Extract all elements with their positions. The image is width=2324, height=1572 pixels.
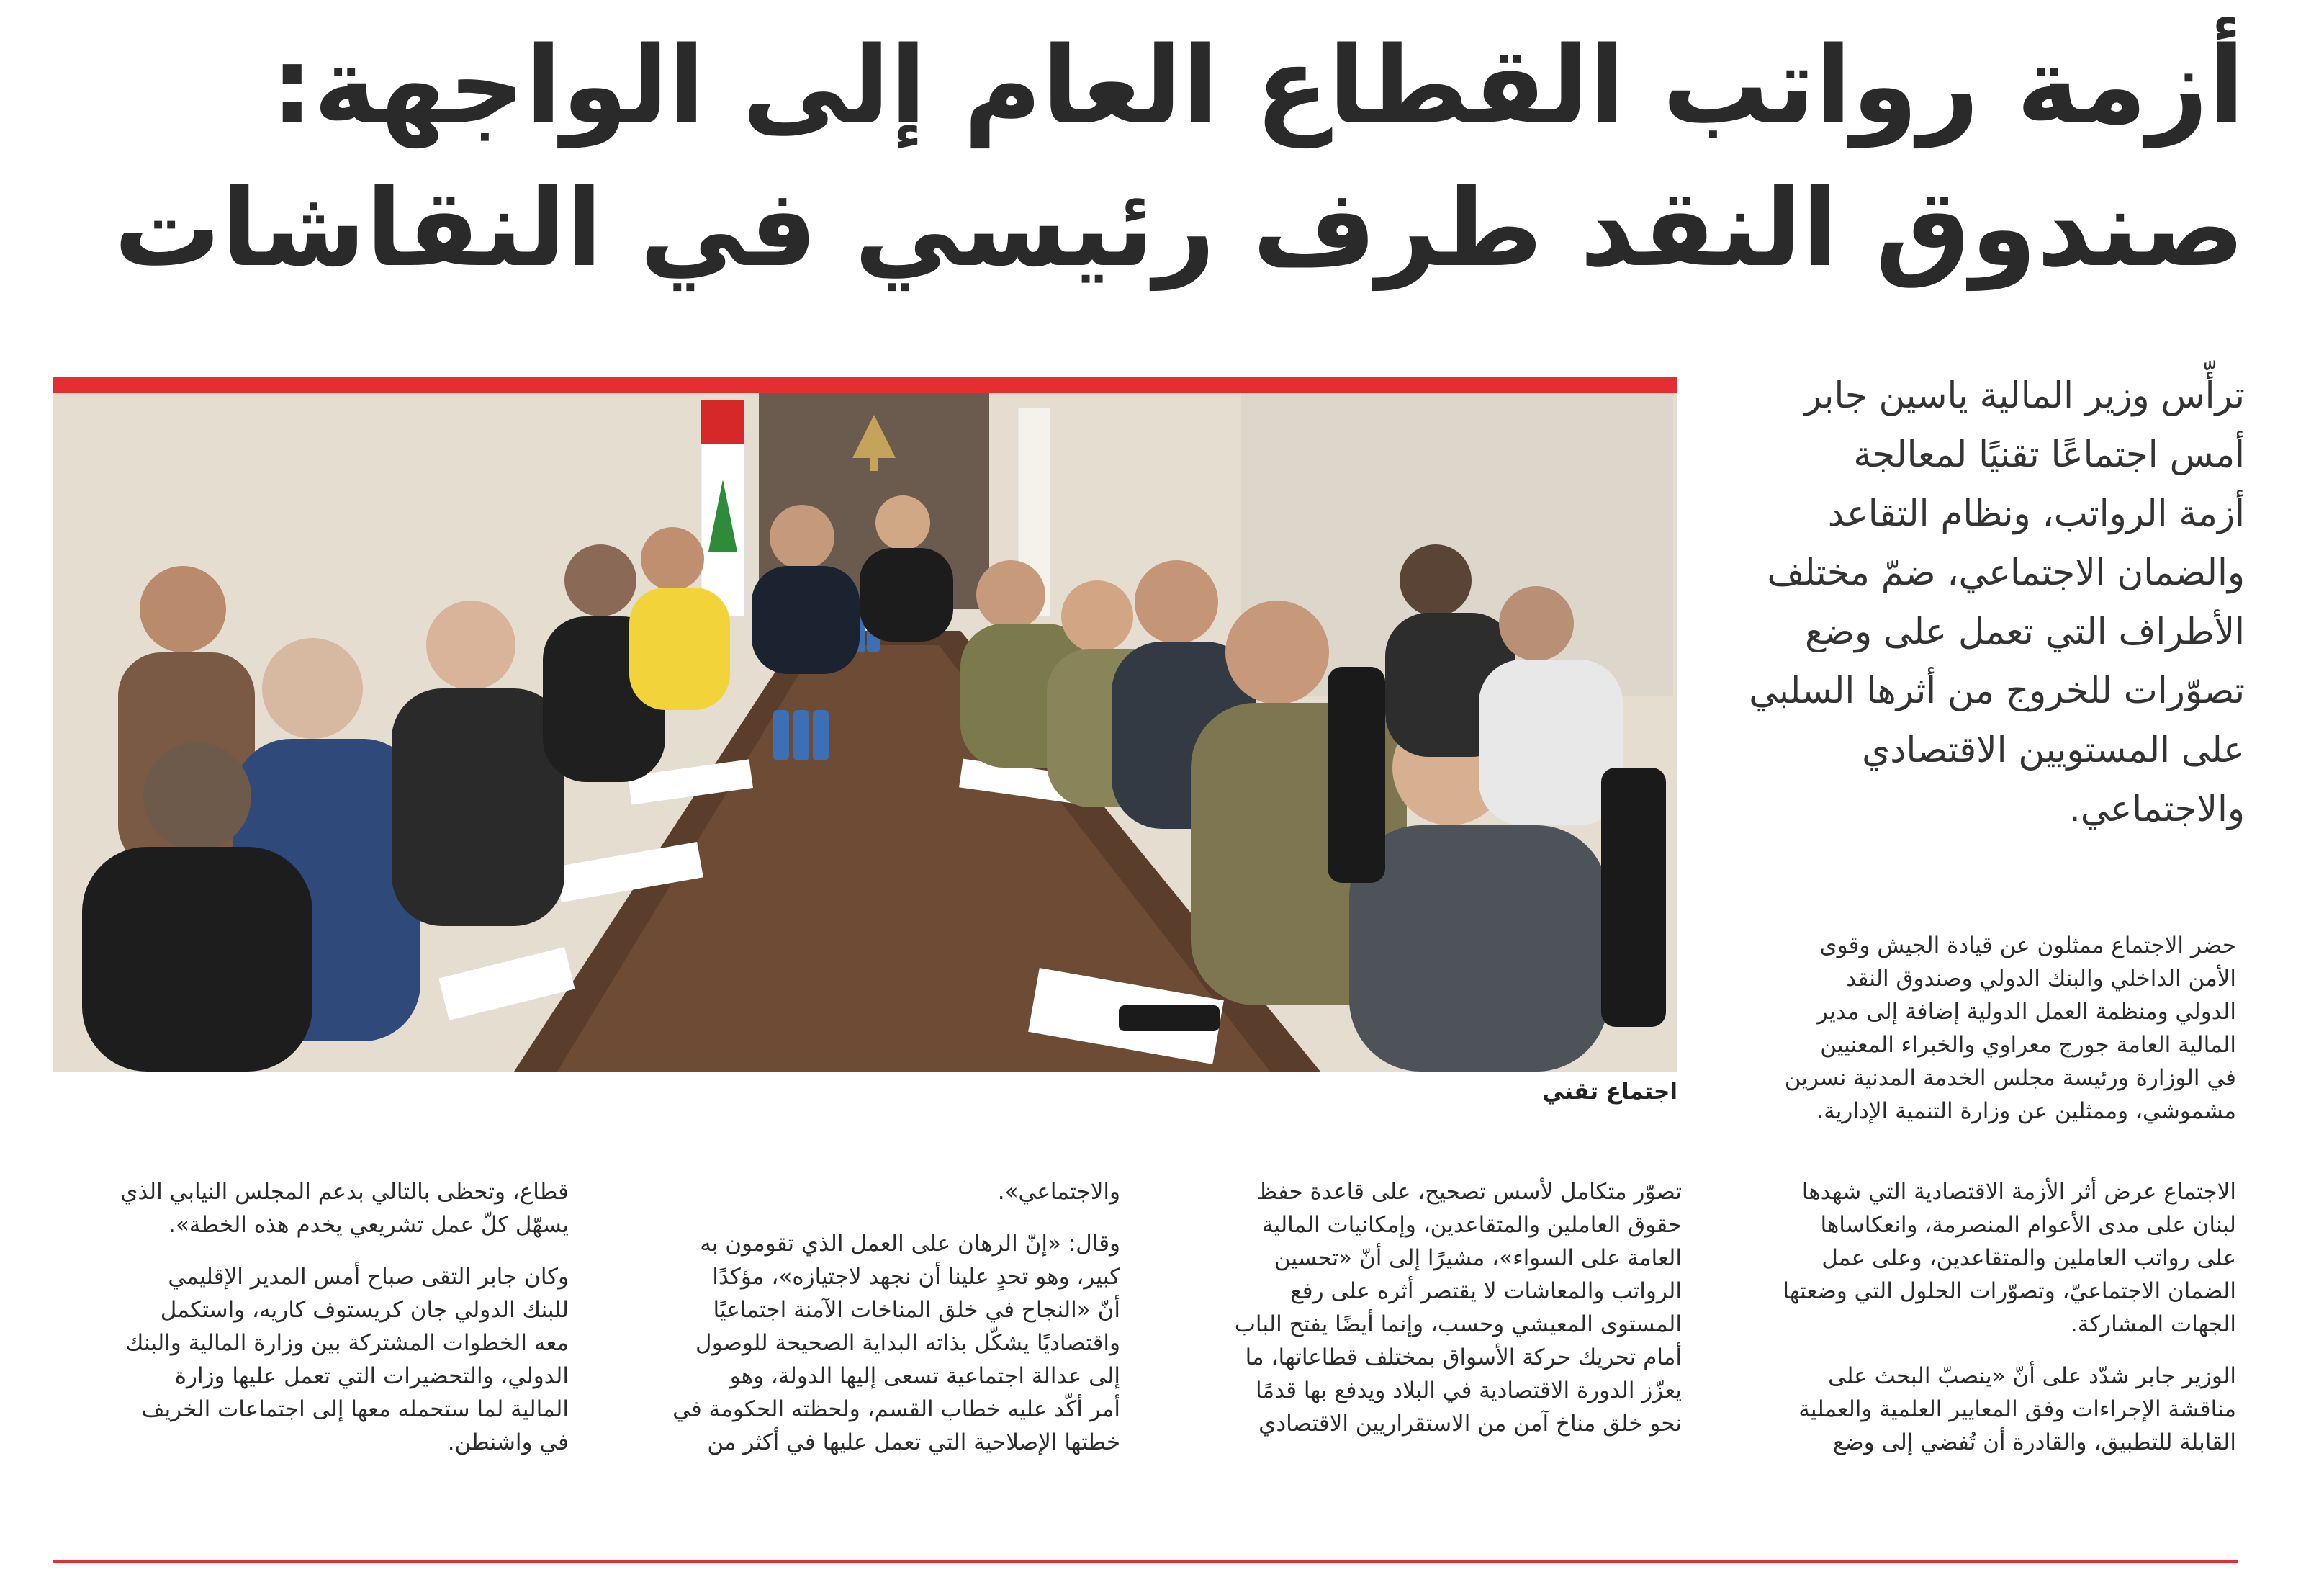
lede-line: أمس اجتماعًا تقنيًا لمعالجة xyxy=(1853,434,2245,475)
text-line: للبنك الدولي جان كريستوف كاريه، واستكمل xyxy=(160,1297,569,1323)
paragraph xyxy=(53,1260,569,1459)
text-line: أمر أكّد عليه خطاب القسم، ولحظته الحكومة في xyxy=(672,1396,1120,1422)
text-line: المستوى المعيشي وحسب، وإنما أيضًا يفتح الباب xyxy=(1234,1311,1682,1337)
text-line: حضر الاجتماع ممثلون عن قيادة الجيش وقوى xyxy=(1819,933,2236,958)
text-line: كبير، وهو تحدٍ علينا أن نجهد لاجتيازه»، مؤكدًا xyxy=(712,1264,1120,1290)
text-line: يعزّز الدورة الاقتصادية في البلاد ويدفع بها قدمًا xyxy=(1255,1378,1682,1403)
lede-paragraph xyxy=(1741,366,2245,838)
headline-line-1: أزمة رواتب القطاع العام إلى الواجهة: xyxy=(271,24,2245,148)
paragraph xyxy=(1166,1175,1682,1440)
text-line: الجهات المشاركة. xyxy=(2070,1311,2236,1337)
text-line: وكان جابر التقى صباح أمس المدير الإقليمي xyxy=(168,1264,569,1290)
paragraph xyxy=(1711,1175,2236,1341)
photo-caption: اجتماع تقني xyxy=(1542,1079,1677,1105)
text-line: خطتها الإصلاحية التي تعمل عليها في أكثر من xyxy=(707,1429,1120,1455)
meeting-photo-illustration xyxy=(53,393,1677,1072)
text-line: مشموشي، وممثلين عن وزارة التنمية الإدارية. xyxy=(1816,1098,2236,1124)
text-line: الأمن الداخلي والبنك الدولي وصندوق النقد xyxy=(1846,966,2236,992)
lede-line: والاجتماعي. xyxy=(2068,788,2245,830)
text-line: إلى عدالة اجتماعية تسعى إليها الدولة، وهو xyxy=(729,1363,1120,1389)
article-column-3 xyxy=(605,1175,1120,1478)
paragraph xyxy=(605,1227,1120,1459)
text-line: في واشنطن. xyxy=(447,1429,569,1455)
paragraph xyxy=(1711,929,2236,1128)
article-column-2 xyxy=(1166,1175,1682,1459)
page-bottom-rule xyxy=(53,1560,2238,1563)
text-line: والاجتماعي». xyxy=(997,1179,1120,1205)
text-line: أنّ «النجاح في خلق المناخات الآمنة اجتماعيًا xyxy=(713,1297,1120,1323)
text-line: لبنان على مدى الأعوام المنصرمة، وانعكاساها xyxy=(1820,1212,2236,1238)
text-line: الدولي ومنظمة العمل الدولية إضافة إلى مدير xyxy=(1816,999,2236,1025)
text-line: القابلة للتطبيق، والقادرة أن تُفضي إلى وضع xyxy=(1832,1429,2236,1455)
article-column-right-top xyxy=(1711,929,2236,1146)
text-line: مناقشة الإجراءات وفق المعايير العلمية والعملية xyxy=(1798,1396,2236,1422)
paragraph xyxy=(605,1175,1120,1208)
photo-accent-bar xyxy=(53,377,1677,393)
paragraph xyxy=(53,1175,569,1241)
text-line: العامة على السواء»، مشيرًا إلى أنّ «تحسين xyxy=(1274,1245,1682,1271)
text-line: المالية العامة جورج معراوي والخبراء المعنيين xyxy=(1820,1032,2236,1058)
text-line: وقال: «إنّ الرهان على العمل الذي تقومون به xyxy=(700,1231,1120,1257)
text-line: الوزير جابر شدّد على أنّ «ينصبّ البحث على xyxy=(1828,1363,2236,1389)
lede-line: والضمان الاجتماعي، ضمّ مختلف xyxy=(1767,552,2245,593)
text-line: الرواتب والمعاشات لا يقتصر أثره على رفع xyxy=(1290,1278,1682,1304)
lede-line: على المستويين الاقتصادي xyxy=(1862,729,2245,771)
headline xyxy=(85,14,2245,300)
text-line: يسهّل كلّ عمل تشريعي يخدم هذه الخطة». xyxy=(168,1212,569,1238)
text-line: على رواتب العاملين والمتقاعدين، وعلى عمل xyxy=(1821,1245,2236,1271)
meeting-photo-frame xyxy=(53,377,1677,1072)
text-line: أمام تحريك حركة الأسواق بمختلف قطاعاتها، ما xyxy=(1245,1344,1682,1370)
paragraph xyxy=(1711,1360,2236,1459)
lebanese-flag-left xyxy=(701,400,744,616)
text-line: واقتصاديًا يشكّل بذاته البداية الصحيحة للوصول xyxy=(695,1330,1120,1356)
lede-line: أزمة الرواتب، ونظام التقاعد xyxy=(1827,493,2245,534)
lede-line: الأطراف التي تعمل على وضع xyxy=(1804,611,2245,652)
lede-line: ترأّس وزير المالية ياسين جابر xyxy=(1803,374,2245,416)
text-line: حقوق العاملين والمتقاعدين، وإمكانيات المالية xyxy=(1261,1212,1682,1238)
headline-line-2: صندوق النقد طرف رئيسي في النقاشات xyxy=(114,166,2245,290)
text-line: الضمان الاجتماعيّ، وتصوّرات الحلول التي وضعتها xyxy=(1783,1278,2236,1304)
text-line: نحو خلق مناخ آمن من الاستقراريين الاقتصادي xyxy=(1258,1411,1682,1437)
text-line: المالية لما ستحمله معها إلى اجتماعات الخريف xyxy=(141,1396,569,1422)
text-line: قطاع، وتحظى بالتالي بدعم المجلس النيابي الذي xyxy=(120,1179,569,1205)
text-line: الدولي، والتحضيرات التي تعمل عليها وزارة xyxy=(174,1363,569,1389)
article-column-1 xyxy=(1711,1175,2236,1478)
text-line: تصوّر متكامل لأسس تصحيح، على قاعدة حفظ xyxy=(1256,1179,1682,1205)
article-column-4 xyxy=(53,1175,569,1478)
lede-line: تصوّرات للخروج من أثرها السلبي xyxy=(1749,670,2245,711)
text-line: معه الخطوات المشتركة بين وزارة المالية والبنك xyxy=(125,1330,569,1356)
meeting-photo xyxy=(53,393,1677,1072)
phone-on-table xyxy=(1119,1005,1220,1031)
text-line: في الوزارة ورئيسة مجلس الخدمة المدنية نسرين xyxy=(1784,1065,2236,1091)
text-line: الاجتماع عرض أثر الأزمة الاقتصادية التي شهدها xyxy=(1801,1179,2236,1205)
